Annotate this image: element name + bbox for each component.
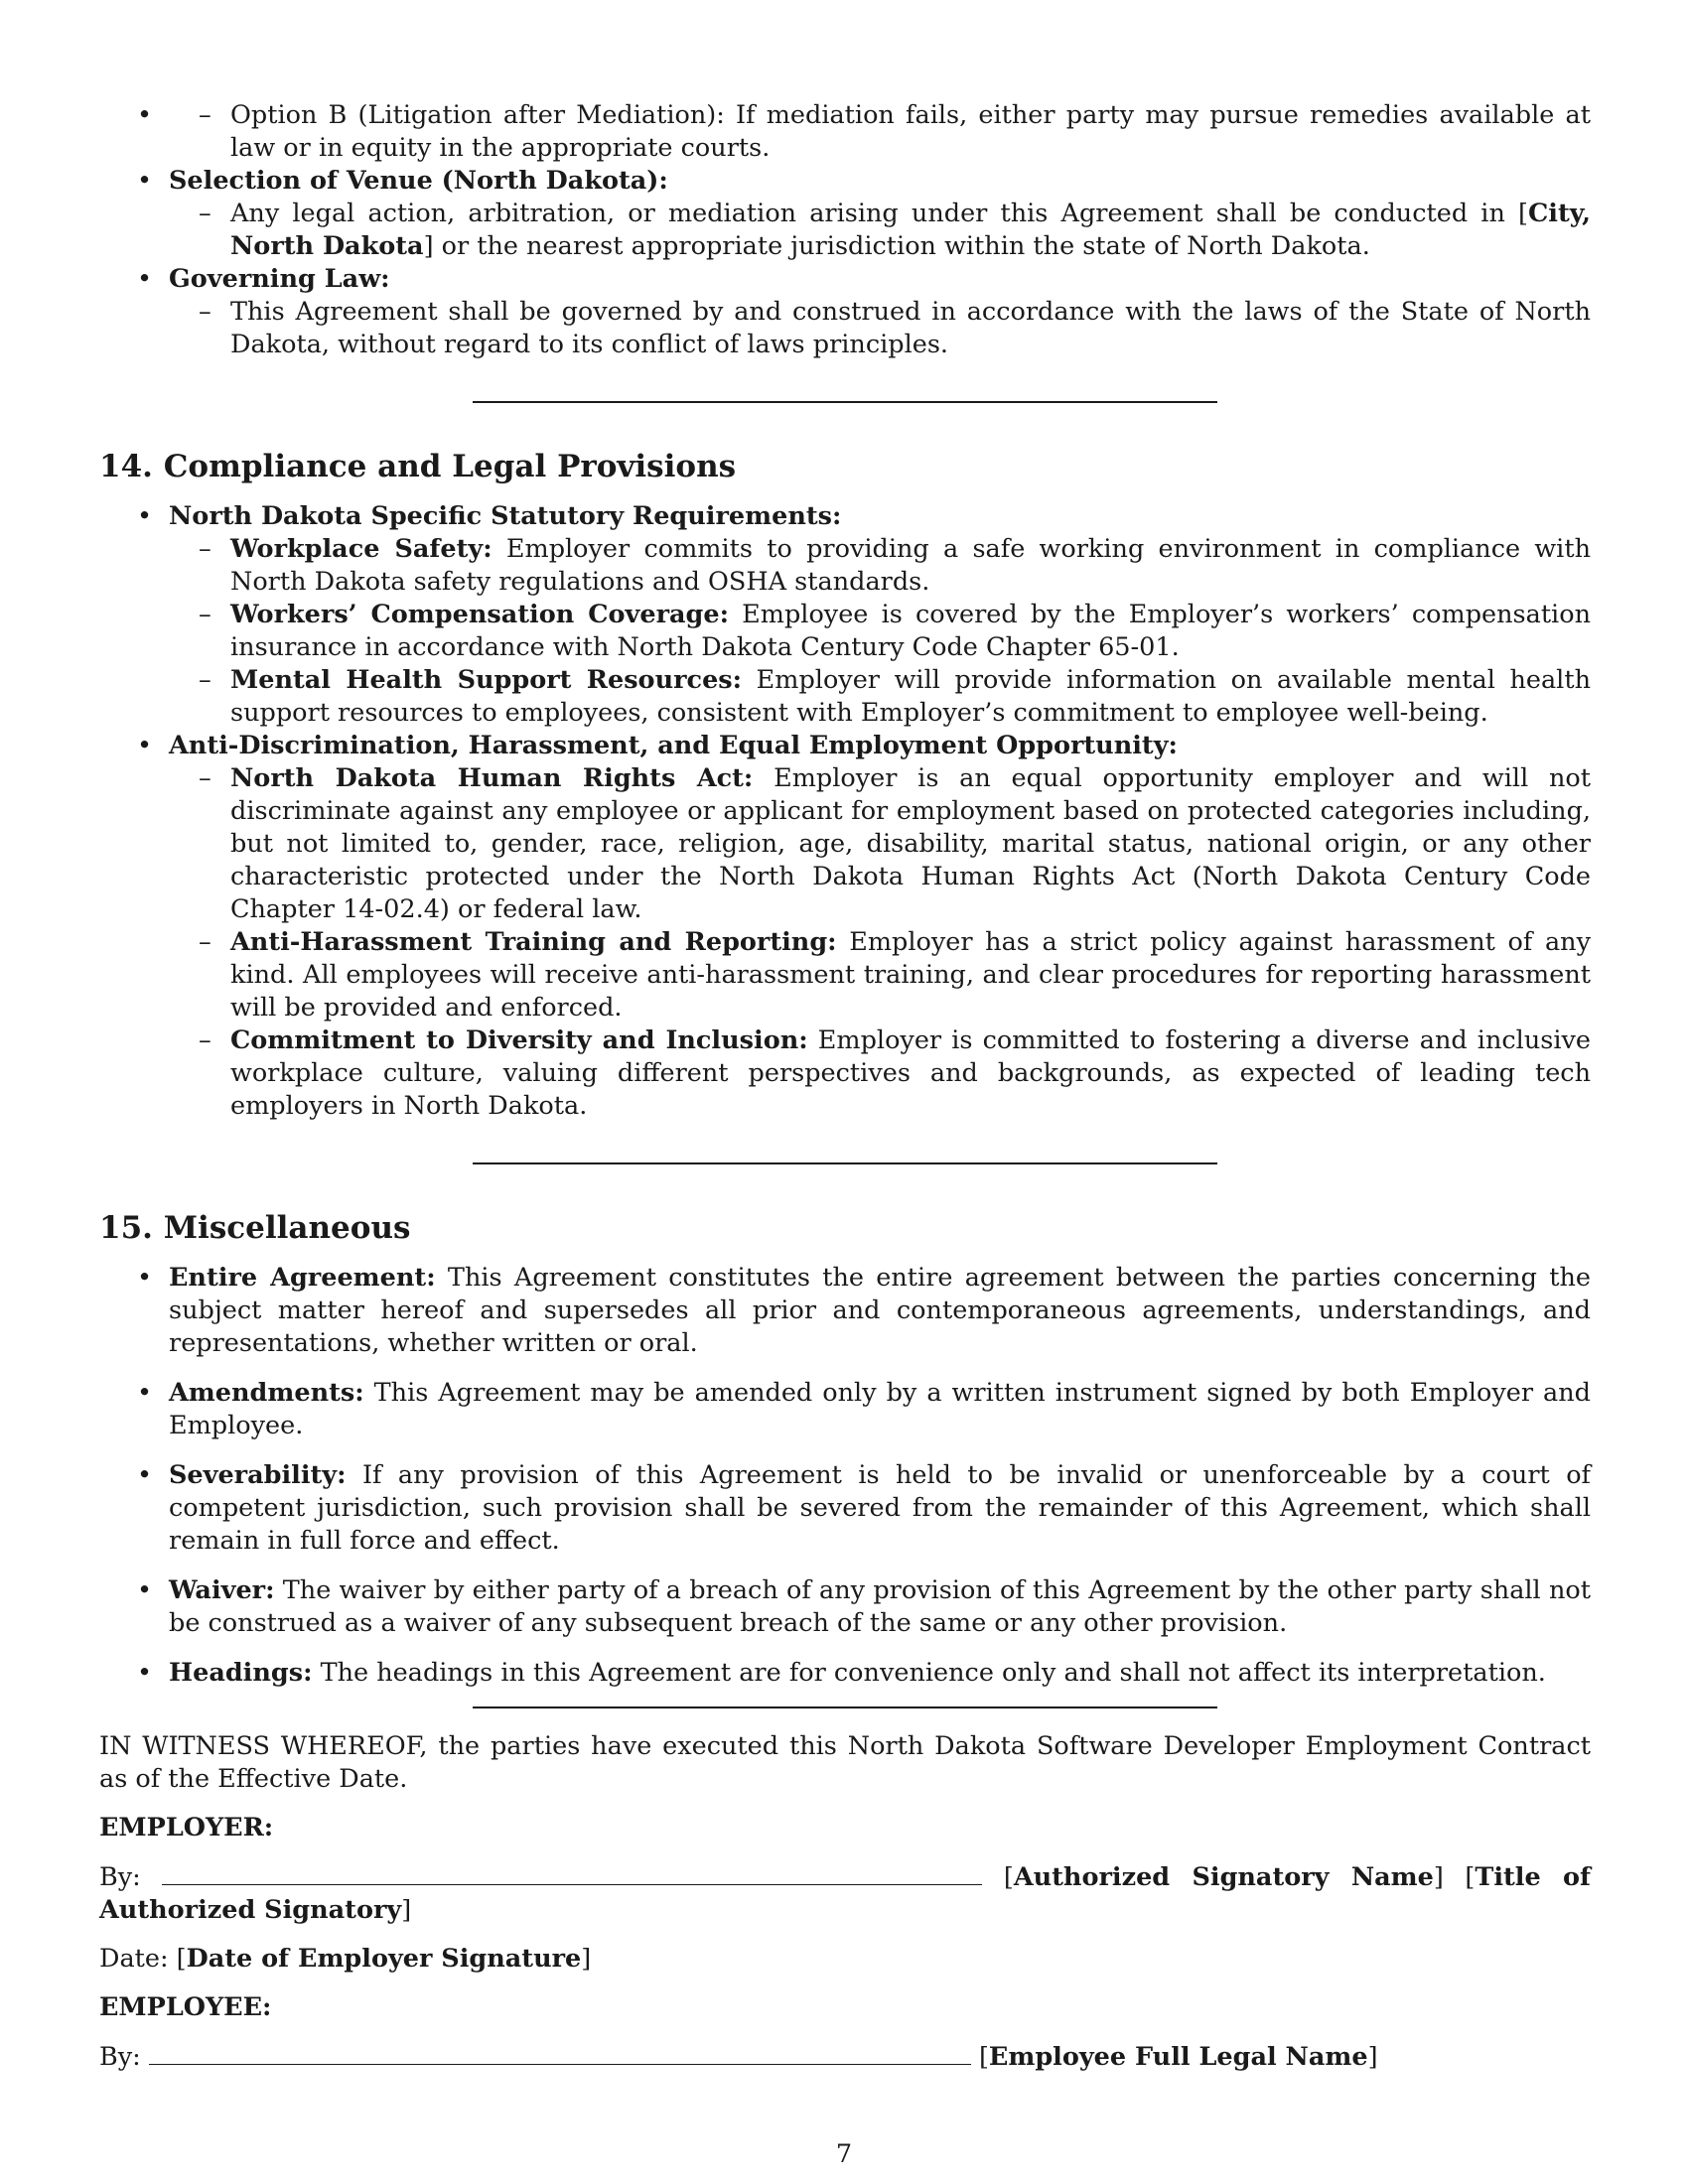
option-b-item: – • Option B (Litigation after Mediation): If mediation fails, either party may pursue remedies available at law or in equity in the appropriate courts. <box>169 99 1591 165</box>
statutory-item <box>169 664 1591 730</box>
item-label: Commitment to Diversity and Inclusion: <box>230 1025 808 1055</box>
anti-discrimination-item <box>169 1024 1591 1123</box>
item-text: If any provision of this Agreement is held to be invalid or unenforceable by a court of competent jurisdiction, such provision shall be severed from the remainder of this Agreement, which shall remain in full force and effect. <box>169 1460 1591 1556</box>
section-divider <box>473 1162 1217 1164</box>
statutory-item <box>169 599 1591 664</box>
item-label: North Dakota Human Rights Act: <box>230 763 754 793</box>
page-number: 7 <box>835 2139 853 2169</box>
item-text: The headings in this Agreement are for convenience only and shall not affect its interpretation. <box>312 1658 1546 1688</box>
item-text: Employer commits to providing a safe working environment in compliance with North Dakota safety regulations and OSHA standards. <box>230 534 1591 597</box>
item-label: Severability: <box>169 1460 347 1490</box>
venue-item <box>99 165 1591 263</box>
governing-law-item <box>99 263 1591 361</box>
item-text: This Agreement constitutes the entire agreement between the parties concerning the subject matter hereof and supersedes all prior and contemporaneous agreements, understandings, and representations, whether written or oral. <box>169 1263 1591 1358</box>
employer-signature-field[interactable] <box>162 1860 982 1885</box>
item-text: Employer is an equal opportunity employer and will not discriminate against any employee or applicant for employment based on protected categories including, but not limited to, gender, race, religion, age, disability, marital status, national origin, or any other characteristic protected under the North Dakota Human Rights Act (North Dakota Century Code Chapter 14-02.4) or federal law. <box>230 763 1592 924</box>
item-label: Entire Agreement: <box>169 1263 436 1293</box>
group-title: North Dakota Specific Statutory Requirements: <box>169 501 842 531</box>
item-text: Employee is covered by the Employer’s workers’ compensation insurance in accordance with North Dakota Century Code Chapter 65-01. <box>230 600 1591 662</box>
employer-date-line: Date: [Date of Employer Signature] <box>99 1944 592 1974</box>
statutory-requirements-group <box>99 500 1591 730</box>
previous-section-continuation <box>99 99 1591 361</box>
item-text: Employer is committed to fostering a diverse and inclusive workplace culture, valuing different perspectives and backgrounds, as expected of leading tech employers in North Dakota. <box>230 1025 1591 1121</box>
item-label: Amendments: <box>169 1378 364 1408</box>
item-text: This Agreement may be amended only by a written instrument signed by both Employer and Employee. <box>169 1378 1591 1440</box>
section-14-heading: 14. Compliance and Legal Provisions <box>99 449 737 484</box>
document-page <box>99 99 1591 2074</box>
section-14-body <box>99 500 1591 1123</box>
item-text: Employer will provide information on available mental health support resources to employees, consistent with Employer’s commitment to employee well-being. <box>230 665 1591 728</box>
list-item <box>99 99 1591 165</box>
employee-heading: EMPLOYEE: <box>99 1992 272 2022</box>
item-label: Anti-Harassment Training and Reporting: <box>230 927 837 957</box>
employee-signature-line: By: [Employee Full Legal Name] <box>99 2042 1378 2072</box>
miscellaneous-item <box>99 1377 1591 1442</box>
item-label: Workers’ Compensation Coverage: <box>230 600 729 629</box>
section-divider <box>473 401 1217 403</box>
miscellaneous-item <box>99 1262 1591 1360</box>
employee-signature-field[interactable] <box>149 2040 971 2065</box>
miscellaneous-item <box>99 1574 1591 1640</box>
item-label: Headings: <box>169 1658 313 1688</box>
anti-discrimination-group <box>99 730 1591 1123</box>
section-divider <box>473 1706 1217 1708</box>
governing-law-title: Governing Law: <box>169 264 390 294</box>
witness-clause: IN WITNESS WHEREOF, the parties have executed this North Dakota Software Developer Employment Contract as of the Effective Date. <box>99 1731 1591 1794</box>
section-15-heading: 15. Miscellaneous <box>99 1210 411 1246</box>
employer-heading: EMPLOYER: <box>99 1813 274 1843</box>
venue-title: Selection of Venue (North Dakota): <box>169 166 668 196</box>
venue-text: – Any legal action, arbitration, or mediation arising under this Agreement shall be conducted in [City, North Dakota] or the nearest appropriate jurisdiction within the state of North Dakota. <box>169 198 1591 263</box>
item-label: Workplace Safety: <box>230 534 492 564</box>
miscellaneous-item <box>99 1657 1591 1690</box>
governing-law-text: – This Agreement shall be governed by and construed in accordance with the laws of the State of North Dakota, without regard to its conflict of laws principles. <box>169 296 1591 361</box>
item-label: Waiver: <box>169 1575 275 1605</box>
miscellaneous-item <box>99 1459 1591 1558</box>
section-15-body <box>99 1262 1591 1690</box>
item-label: Mental Health Support Resources: <box>230 665 743 695</box>
item-text: The waiver by either party of a breach of any provision of this Agreement by the other party shall not be construed as a waiver of any subsequent breach of the same or any other provision. <box>169 1575 1591 1638</box>
anti-discrimination-item <box>169 762 1591 926</box>
group-title: Anti-Discrimination, Harassment, and Equal Employment Opportunity: <box>169 731 1178 760</box>
statutory-item <box>169 533 1591 599</box>
item-text: Employer has a strict policy against harassment of any kind. All employees will receive anti-harassment training, and clear procedures for reporting harassment will be provided and enforced. <box>230 927 1591 1023</box>
employer-signature-line: By: [Authorized Signatory Name] [Title of Authorized Signatory] <box>99 1862 1592 1925</box>
anti-discrimination-item <box>169 926 1591 1024</box>
